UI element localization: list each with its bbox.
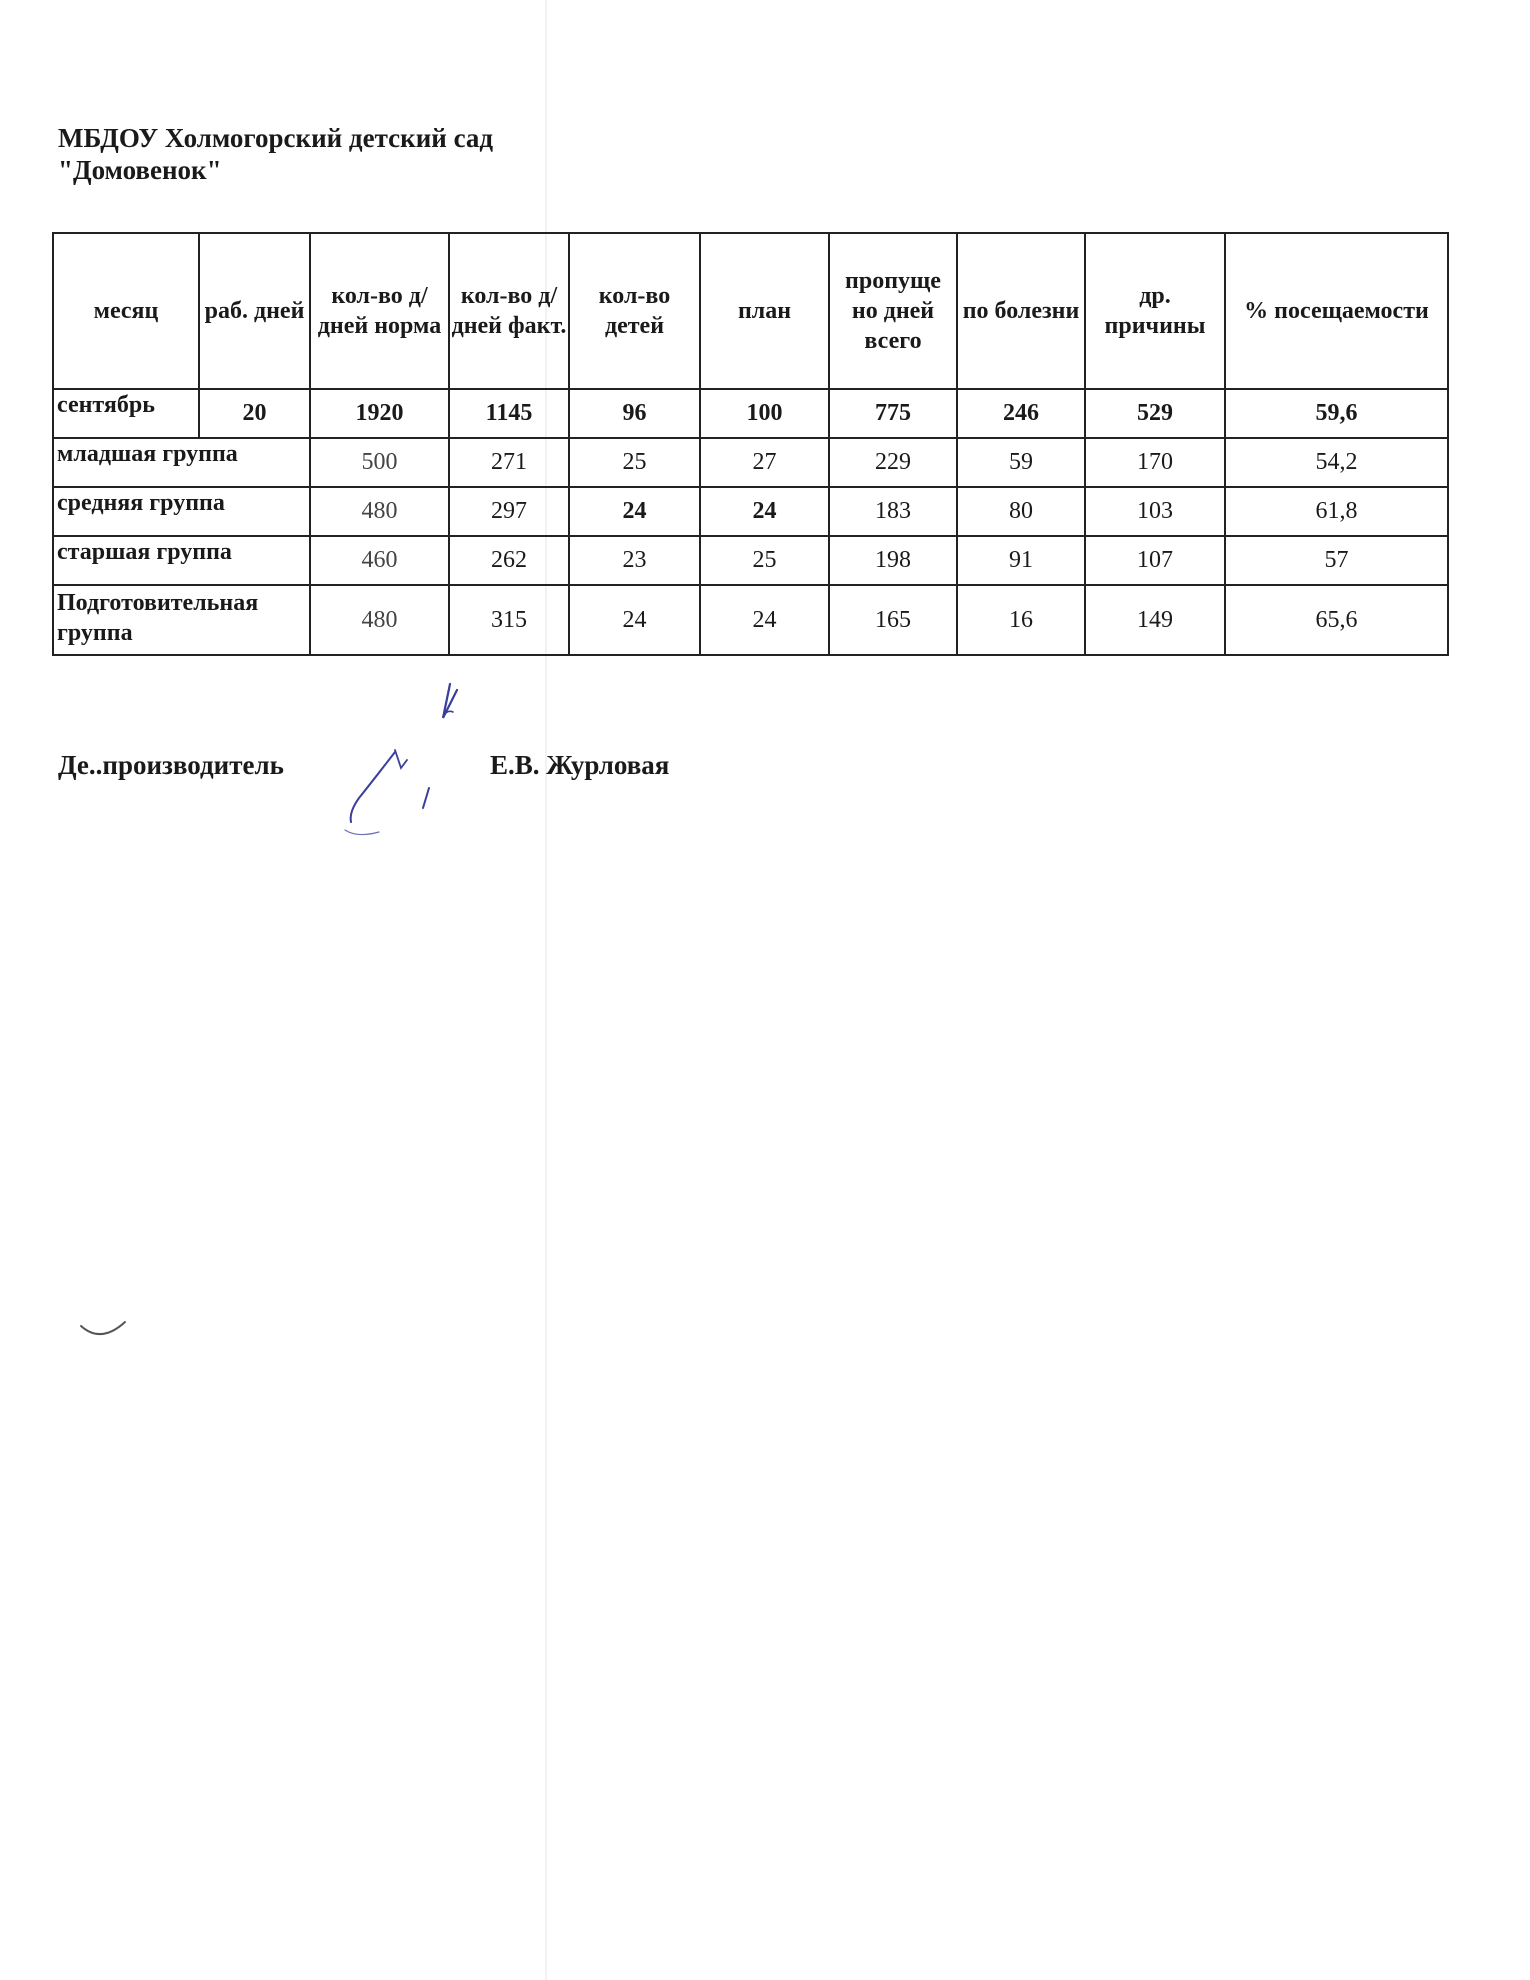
table-row — [53, 438, 1448, 487]
cell-fact: 315 — [449, 585, 569, 655]
cell-percent: 59,6 — [1225, 389, 1448, 438]
cell-children: 96 — [569, 389, 700, 438]
cell-plan: 27 — [700, 438, 829, 487]
cell-other: 170 — [1085, 438, 1225, 487]
attendance-table — [52, 232, 1449, 656]
cell-norm: 500 — [310, 438, 449, 487]
cell-group-label: младшая группа — [53, 438, 310, 487]
cell-fact: 297 — [449, 487, 569, 536]
col-header-missed-total: пропуще но дней всего — [829, 233, 957, 389]
cell-other: 107 — [1085, 536, 1225, 585]
col-header-month: месяц — [53, 233, 199, 389]
cell-missed-total: 165 — [829, 585, 957, 655]
cell-missed-total: 198 — [829, 536, 957, 585]
cell-plan: 24 — [700, 585, 829, 655]
col-header-other: др. причины — [1085, 233, 1225, 389]
table-header-row — [53, 233, 1448, 389]
cell-children: 23 — [569, 536, 700, 585]
signer-title: Де..производитель — [58, 750, 284, 780]
col-header-work-days: раб. дней — [199, 233, 310, 389]
table-row — [53, 536, 1448, 585]
cell-group-label: старшая группа — [53, 536, 310, 585]
organization-header — [58, 122, 493, 186]
cell-illness: 59 — [957, 438, 1085, 487]
cell-missed-total: 775 — [829, 389, 957, 438]
table-row-summary — [53, 389, 1448, 438]
col-header-norm: кол-во д/дней норма — [310, 233, 449, 389]
cell-plan: 25 — [700, 536, 829, 585]
cell-missed-total: 183 — [829, 487, 957, 536]
col-header-illness: по болезни — [957, 233, 1085, 389]
col-header-plan: план — [700, 233, 829, 389]
cell-children: 24 — [569, 487, 700, 536]
cell-work-days: 20 — [199, 389, 310, 438]
cell-percent: 65,6 — [1225, 585, 1448, 655]
cell-percent: 57 — [1225, 536, 1448, 585]
cell-children: 24 — [569, 585, 700, 655]
cell-plan: 100 — [700, 389, 829, 438]
signer-name: Е.В. Журловая — [490, 750, 670, 780]
scan-mark — [75, 1310, 135, 1350]
cell-fact: 271 — [449, 438, 569, 487]
cell-group-label: Подготовительная группа — [53, 585, 310, 655]
col-header-fact: кол-во д/дней факт. — [449, 233, 569, 389]
org-name-line1: МБДОУ Холмогорский детский сад — [58, 123, 494, 153]
cell-missed-total: 229 — [829, 438, 957, 487]
col-header-children: кол-во детей — [569, 233, 700, 389]
org-name-line2: "Домовенок" — [58, 155, 222, 185]
col-header-percent: % посещаемости — [1225, 233, 1448, 389]
cell-norm: 1920 — [310, 389, 449, 438]
cell-illness: 246 — [957, 389, 1085, 438]
cell-norm: 460 — [310, 536, 449, 585]
cell-other: 149 — [1085, 585, 1225, 655]
table-row — [53, 585, 1448, 655]
cell-norm: 480 — [310, 585, 449, 655]
cell-norm: 480 — [310, 487, 449, 536]
table-row — [53, 487, 1448, 536]
cell-group-label: средняя группа — [53, 487, 310, 536]
cell-percent: 54,2 — [1225, 438, 1448, 487]
cell-other: 529 — [1085, 389, 1225, 438]
cell-fact: 1145 — [449, 389, 569, 438]
cell-fact: 262 — [449, 536, 569, 585]
cell-percent: 61,8 — [1225, 487, 1448, 536]
cell-illness: 91 — [957, 536, 1085, 585]
cell-month: сентябрь — [53, 389, 199, 438]
cell-plan: 24 — [700, 487, 829, 536]
cell-other: 103 — [1085, 487, 1225, 536]
cell-illness: 80 — [957, 487, 1085, 536]
cell-children: 25 — [569, 438, 700, 487]
handwritten-signature — [295, 670, 495, 860]
cell-illness: 16 — [957, 585, 1085, 655]
